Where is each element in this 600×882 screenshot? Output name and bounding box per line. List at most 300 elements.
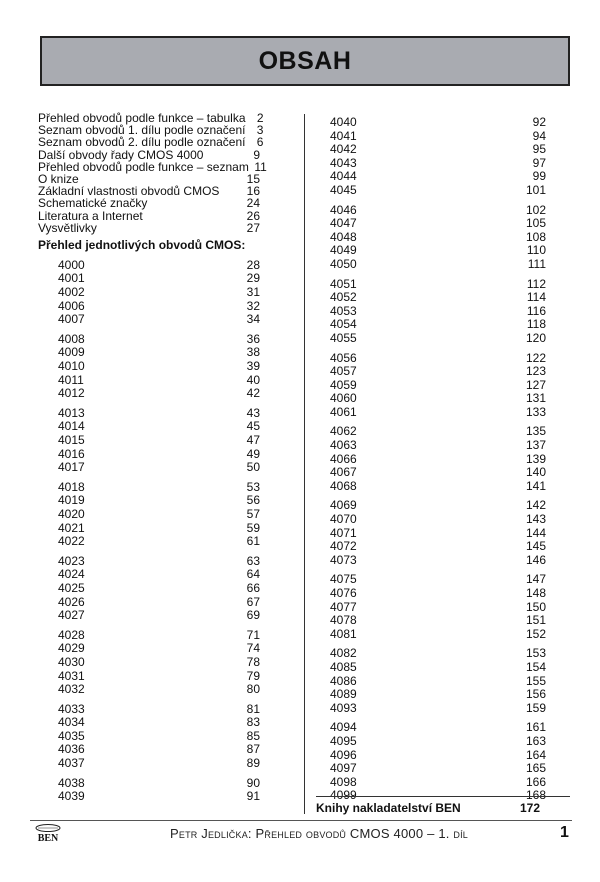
entry-label: 4026 [58, 594, 85, 609]
ic-entry[interactable] [330, 526, 546, 540]
entry-label: 4093 [330, 700, 357, 715]
ic-entry[interactable] [330, 479, 546, 493]
entry-label: 4076 [330, 586, 357, 600]
ic-entry[interactable] [58, 346, 260, 360]
entry-label: 4029 [58, 641, 85, 656]
entry-page: 9 [253, 147, 260, 162]
ic-entry[interactable] [330, 553, 546, 567]
entry-label: Seznam obvodů 2. dílu podle označení [38, 135, 246, 150]
entry-label: 4030 [58, 654, 85, 669]
ic-entry[interactable] [330, 378, 546, 392]
entry-page: 57 [246, 506, 260, 521]
entry-label: 4053 [330, 303, 357, 318]
entry-label: 4032 [58, 682, 85, 697]
ic-group [330, 115, 546, 197]
entry-page: 101 [525, 182, 546, 197]
entry-page: 94 [532, 128, 546, 143]
entry-page: 165 [525, 761, 546, 776]
ic-entry[interactable] [58, 420, 260, 434]
page-title: OBSAH [258, 46, 352, 75]
entry-page: 83 [246, 715, 260, 730]
ic-entry[interactable] [330, 142, 546, 156]
entry-page: 50 [246, 460, 260, 475]
entry-label: 4047 [330, 216, 357, 231]
entry-label: 4097 [330, 761, 357, 776]
entry-label: 4099 [330, 788, 357, 803]
entry-page: 6 [256, 135, 264, 150]
entry-page: 80 [246, 682, 260, 697]
ic-entry[interactable] [330, 512, 546, 526]
entry-label: 4011 [58, 372, 84, 387]
ic-group [58, 629, 260, 697]
entry-page: 28 [246, 257, 260, 272]
entry-label: 4016 [58, 446, 85, 461]
entry-page: 110 [526, 243, 546, 258]
ic-entry[interactable] [330, 230, 546, 244]
ic-entry[interactable] [58, 609, 260, 623]
entry-page: 78 [246, 654, 260, 669]
ic-group [330, 720, 546, 802]
ic-entry[interactable] [58, 777, 260, 791]
ic-entry[interactable] [58, 387, 260, 401]
title-banner [40, 36, 570, 86]
ic-entry[interactable] [330, 183, 546, 197]
entry-page: 56 [246, 493, 260, 508]
ic-entry[interactable] [58, 333, 260, 347]
toc-right-column [330, 115, 546, 808]
ic-entry[interactable] [58, 448, 260, 462]
ic-entry[interactable] [330, 613, 546, 627]
entry-label: 4022 [58, 534, 85, 549]
ic-entry[interactable] [58, 461, 260, 475]
entry-page: 120 [525, 330, 546, 345]
ic-entry[interactable] [330, 498, 546, 512]
entry-label: 4002 [58, 285, 85, 300]
entry-page: 150 [525, 599, 546, 614]
entry-page: 3 [256, 123, 264, 138]
ic-entry[interactable] [330, 391, 546, 405]
entry-label: 4041 [330, 128, 357, 143]
entry-label: 4051 [330, 276, 357, 291]
ic-entry[interactable] [58, 716, 260, 730]
entry-page: 116 [526, 303, 546, 318]
entry-page: 152 [525, 626, 546, 641]
ic-entry[interactable] [330, 129, 546, 143]
entry-page: 146 [525, 552, 546, 567]
ic-entry[interactable] [330, 761, 546, 775]
entry-label: 4048 [330, 229, 357, 244]
footer-title: Petr Jedlička: Přehled obvodů CMOS 4000 – 1. díl [170, 826, 468, 841]
entry-label: 4042 [330, 142, 357, 157]
ic-entry[interactable] [58, 743, 260, 757]
ic-entry[interactable] [330, 351, 546, 365]
entry-label: 4013 [58, 405, 85, 420]
ic-entry[interactable] [330, 687, 546, 701]
entry-label: 4007 [58, 312, 85, 327]
ic-entry[interactable] [330, 748, 546, 762]
logo-text: BEN [37, 833, 59, 844]
ic-entry[interactable] [58, 757, 260, 771]
intro-entries [38, 111, 267, 235]
entry-page: 85 [246, 728, 260, 743]
entry-label: Seznam obvodů 1. dílu podle označení [38, 123, 246, 138]
entry-label: 4014 [58, 419, 85, 434]
entry-page: 144 [525, 525, 546, 540]
ic-group [58, 555, 260, 623]
books-page: 172 [519, 801, 540, 815]
ic-entry[interactable] [58, 300, 260, 314]
entry-page: 36 [246, 331, 260, 346]
entry-page: 153 [525, 646, 546, 661]
ic-entry[interactable] [58, 568, 260, 582]
entry-page: 122 [525, 350, 546, 365]
ic-entry[interactable] [330, 674, 546, 688]
entry-page: 97 [532, 155, 546, 170]
ic-entry[interactable] [330, 216, 546, 230]
entry-label: 4071 [330, 525, 357, 540]
entry-page: 71 [246, 627, 260, 642]
ic-entry[interactable] [330, 115, 546, 129]
entry-label: Základní vlastnosti obvodů CMOS [38, 184, 220, 199]
entry-label: 4027 [58, 608, 85, 623]
entry-label: 4050 [330, 256, 357, 271]
page-number: 1 [560, 824, 569, 841]
entry-page: 43 [246, 405, 260, 420]
entry-label: 4043 [330, 155, 357, 170]
ic-entry[interactable] [58, 535, 260, 549]
entry-page: 108 [525, 229, 546, 244]
ic-entry[interactable] [330, 586, 546, 600]
entry-label: 4036 [58, 742, 85, 757]
ic-entry[interactable] [58, 642, 260, 656]
entry-label: O knize [38, 171, 79, 186]
ic-entry[interactable] [58, 374, 260, 388]
entry-label: 4038 [58, 775, 85, 790]
entry-page: 142 [525, 498, 546, 513]
entry-label: 4096 [330, 747, 357, 762]
entry-page: 38 [246, 345, 260, 360]
entry-page: 143 [525, 512, 546, 527]
entry-page: 123 [525, 364, 546, 379]
ic-entry[interactable] [58, 272, 260, 286]
entry-label: 4025 [58, 580, 85, 595]
entry-page: 114 [526, 290, 546, 305]
entry-label: 4019 [58, 493, 85, 508]
entry-page: 95 [532, 142, 546, 157]
entry-label: 4001 [58, 271, 85, 286]
entry-page: 29 [246, 271, 260, 286]
ic-entry[interactable] [58, 790, 260, 804]
ic-entry[interactable] [330, 701, 546, 715]
books-entry[interactable] [316, 796, 570, 815]
books-label: Knihy nakladatelství BEN [316, 801, 461, 815]
ic-group [58, 481, 260, 549]
entry-label: 4008 [58, 331, 85, 346]
entry-page: 32 [246, 298, 260, 313]
ic-entry[interactable] [58, 683, 260, 697]
entry-page: 40 [246, 372, 260, 387]
ic-entry[interactable] [330, 646, 546, 660]
entry-label: 4054 [330, 317, 357, 332]
entry-page: 166 [525, 774, 546, 789]
entry-page: 139 [525, 451, 546, 466]
entry-label: 4020 [58, 506, 85, 521]
entry-page: 26 [246, 208, 260, 223]
entry-label: 4018 [58, 479, 85, 494]
entry-page: 137 [525, 438, 546, 453]
entry-label: 4045 [330, 182, 357, 197]
entry-label: 4021 [58, 520, 85, 535]
entry-page: 151 [525, 613, 546, 628]
entry-page: 147 [525, 572, 546, 587]
ic-entry[interactable] [330, 424, 546, 438]
toc-entry[interactable] [38, 135, 264, 150]
entry-page: 63 [246, 553, 260, 568]
entry-label: 4095 [330, 733, 357, 748]
entry-label: 4082 [330, 646, 357, 661]
ic-group [330, 572, 546, 640]
ic-entry[interactable] [330, 405, 546, 419]
entry-page: 27 [246, 220, 260, 235]
entry-page: 49 [246, 446, 260, 461]
ic-group [58, 333, 260, 401]
entry-page: 39 [246, 359, 260, 374]
entry-page: 148 [525, 586, 546, 600]
entry-label: 4039 [58, 789, 85, 804]
entry-page: 90 [246, 775, 260, 790]
entry-page: 74 [246, 641, 260, 656]
entry-label: 4000 [58, 257, 85, 272]
ic-entry[interactable] [58, 656, 260, 670]
entry-page: 127 [525, 377, 546, 392]
entry-label: 4049 [330, 243, 357, 258]
ic-group [58, 407, 260, 475]
entry-page: 156 [525, 687, 546, 702]
entry-page: 87 [246, 742, 260, 757]
entry-page: 45 [246, 419, 260, 434]
entry-label: Vysvětlivky [38, 220, 97, 235]
entry-page: 61 [246, 534, 260, 549]
ic-entry[interactable] [58, 508, 260, 522]
entry-label: 4089 [330, 687, 357, 702]
entry-label: 4059 [330, 377, 357, 392]
entry-label: Přehled obvodů podle funkce – seznam [38, 159, 249, 174]
ic-group [330, 498, 546, 566]
ic-entry[interactable] [58, 434, 260, 448]
entry-label: 4060 [330, 391, 357, 406]
entry-label: 4077 [330, 599, 357, 614]
entry-label: Další obvody řady CMOS 4000 [38, 147, 204, 162]
ic-entry[interactable] [330, 203, 546, 217]
ic-entry[interactable] [58, 313, 260, 327]
entry-page: 69 [246, 608, 260, 623]
entry-label: 4057 [330, 364, 357, 379]
entry-label: 4067 [330, 465, 357, 480]
entry-label: 4024 [58, 567, 85, 582]
entry-label: 4068 [330, 478, 357, 493]
entry-page: 133 [525, 404, 546, 419]
ic-entry[interactable] [58, 555, 260, 569]
entry-page: 168 [525, 788, 546, 803]
entry-page: 159 [525, 700, 546, 715]
entry-label: 4094 [330, 720, 357, 735]
entry-page: 2 [256, 111, 264, 125]
entry-page: 15 [246, 171, 260, 186]
ic-entry[interactable] [58, 407, 260, 421]
ic-entry[interactable] [330, 364, 546, 378]
entry-page: 155 [525, 673, 546, 688]
entry-label: 4081 [330, 626, 357, 641]
entry-label: Schematické značky [38, 196, 148, 211]
ic-entry[interactable] [58, 286, 260, 300]
entry-label: 4028 [58, 627, 85, 642]
ben-logo-icon [33, 823, 63, 845]
entry-page: 102 [525, 202, 546, 217]
ic-entry[interactable] [330, 720, 546, 734]
entry-label: Přehled obvodů podle funkce – tabulka [38, 111, 246, 125]
entry-label: 4031 [58, 668, 85, 683]
column-divider [304, 114, 305, 814]
entry-label: 4055 [330, 330, 357, 345]
entry-page: 81 [246, 701, 260, 716]
ic-list-left [38, 259, 260, 804]
entry-page: 112 [526, 276, 546, 291]
ic-entry[interactable] [58, 360, 260, 374]
ic-group [58, 259, 260, 327]
ic-entry[interactable] [330, 304, 546, 318]
ic-entry[interactable] [330, 660, 546, 674]
entry-label: 4061 [330, 404, 357, 419]
entry-label: 4070 [330, 512, 357, 527]
ic-entry[interactable] [330, 290, 546, 304]
entry-page: 67 [246, 594, 260, 609]
entry-label: 4009 [58, 345, 85, 360]
toc-entry[interactable] [38, 210, 260, 222]
entry-page: 42 [246, 386, 260, 401]
ic-entry[interactable] [58, 629, 260, 643]
entry-page: 131 [525, 391, 546, 406]
entry-label: 4098 [330, 774, 357, 789]
entry-label: 4075 [330, 572, 357, 587]
entry-label: 4012 [58, 386, 85, 401]
entry-page: 154 [525, 659, 546, 674]
ic-entry[interactable] [330, 156, 546, 170]
toc-left-column [38, 111, 267, 810]
ic-entry[interactable] [330, 317, 546, 331]
ic-group [330, 424, 546, 492]
entry-page: 16 [246, 184, 260, 199]
footer-divider [30, 820, 572, 821]
ic-entry[interactable] [330, 438, 546, 452]
entry-page: 140 [525, 465, 546, 480]
ic-entry[interactable] [330, 257, 546, 271]
ic-entry[interactable] [330, 775, 546, 789]
ic-entry[interactable] [58, 730, 260, 744]
entry-page: 79 [246, 668, 260, 683]
entry-page: 141 [525, 478, 546, 493]
entry-label: 4073 [330, 552, 357, 567]
entry-label: 4035 [58, 728, 85, 743]
entry-label: 4063 [330, 438, 357, 453]
entry-page: 92 [532, 115, 546, 129]
ic-group [330, 351, 546, 419]
entry-page: 53 [246, 479, 260, 494]
toc-entry[interactable] [38, 222, 260, 234]
ic-entry[interactable] [330, 539, 546, 553]
entry-label: 4066 [330, 451, 357, 466]
ic-entry[interactable] [58, 259, 260, 273]
entry-page: 111 [527, 256, 546, 271]
ic-entry[interactable] [330, 452, 546, 466]
entry-page: 99 [532, 169, 546, 184]
ic-entry[interactable] [58, 481, 260, 495]
ic-group [330, 203, 546, 271]
ic-entry[interactable] [58, 494, 260, 508]
ic-entry[interactable] [58, 596, 260, 610]
toc-entry[interactable] [38, 197, 260, 209]
ic-entry[interactable] [58, 670, 260, 684]
entry-page: 164 [525, 747, 546, 762]
entry-label: Literatura a Internet [38, 208, 143, 223]
entry-page: 24 [246, 196, 260, 211]
entry-label: 4085 [330, 659, 357, 674]
entry-label: 4037 [58, 756, 85, 771]
entry-label: 4044 [330, 169, 357, 184]
ic-entry[interactable] [330, 572, 546, 586]
entry-label: 4040 [330, 115, 357, 129]
entry-page: 145 [525, 539, 546, 554]
entry-page: 11 [254, 159, 267, 174]
entry-page: 34 [246, 312, 260, 327]
entry-label: 4034 [58, 715, 85, 730]
entry-label: 4062 [330, 424, 357, 439]
entry-page: 66 [246, 580, 260, 595]
ic-entry[interactable] [330, 243, 546, 257]
ic-entry[interactable] [58, 522, 260, 536]
ic-entry[interactable] [330, 169, 546, 183]
ic-entry[interactable] [330, 465, 546, 479]
entry-label: 4069 [330, 498, 357, 513]
entry-page: 91 [246, 789, 260, 804]
ic-group [330, 277, 546, 345]
section-subheading: Přehled jednotlivých obvodů CMOS: [38, 237, 246, 252]
entry-label: 4017 [58, 460, 85, 475]
ic-group [58, 703, 260, 771]
ic-entry[interactable] [330, 627, 546, 641]
ic-entry[interactable] [330, 734, 546, 748]
entry-page: 118 [526, 317, 546, 332]
entry-page: 47 [246, 433, 260, 447]
ic-entry[interactable] [330, 331, 546, 345]
ic-entry[interactable] [58, 703, 260, 717]
toc-entry[interactable] [38, 149, 260, 161]
ic-entry[interactable] [58, 582, 260, 596]
entry-label: 4006 [58, 298, 85, 313]
entry-label: 4015 [58, 433, 85, 447]
ic-group [58, 777, 260, 804]
entry-label: 4086 [330, 673, 357, 688]
entry-label: 4010 [58, 359, 85, 374]
entry-page: 163 [525, 733, 546, 748]
entry-label: 4052 [330, 290, 357, 305]
entry-page: 64 [246, 567, 260, 582]
entry-page: 135 [525, 424, 546, 439]
ic-entry[interactable] [330, 600, 546, 614]
entry-page: 59 [246, 520, 260, 535]
entry-page: 31 [246, 285, 260, 300]
ic-entry[interactable] [330, 277, 546, 291]
entry-page: 105 [525, 216, 546, 231]
